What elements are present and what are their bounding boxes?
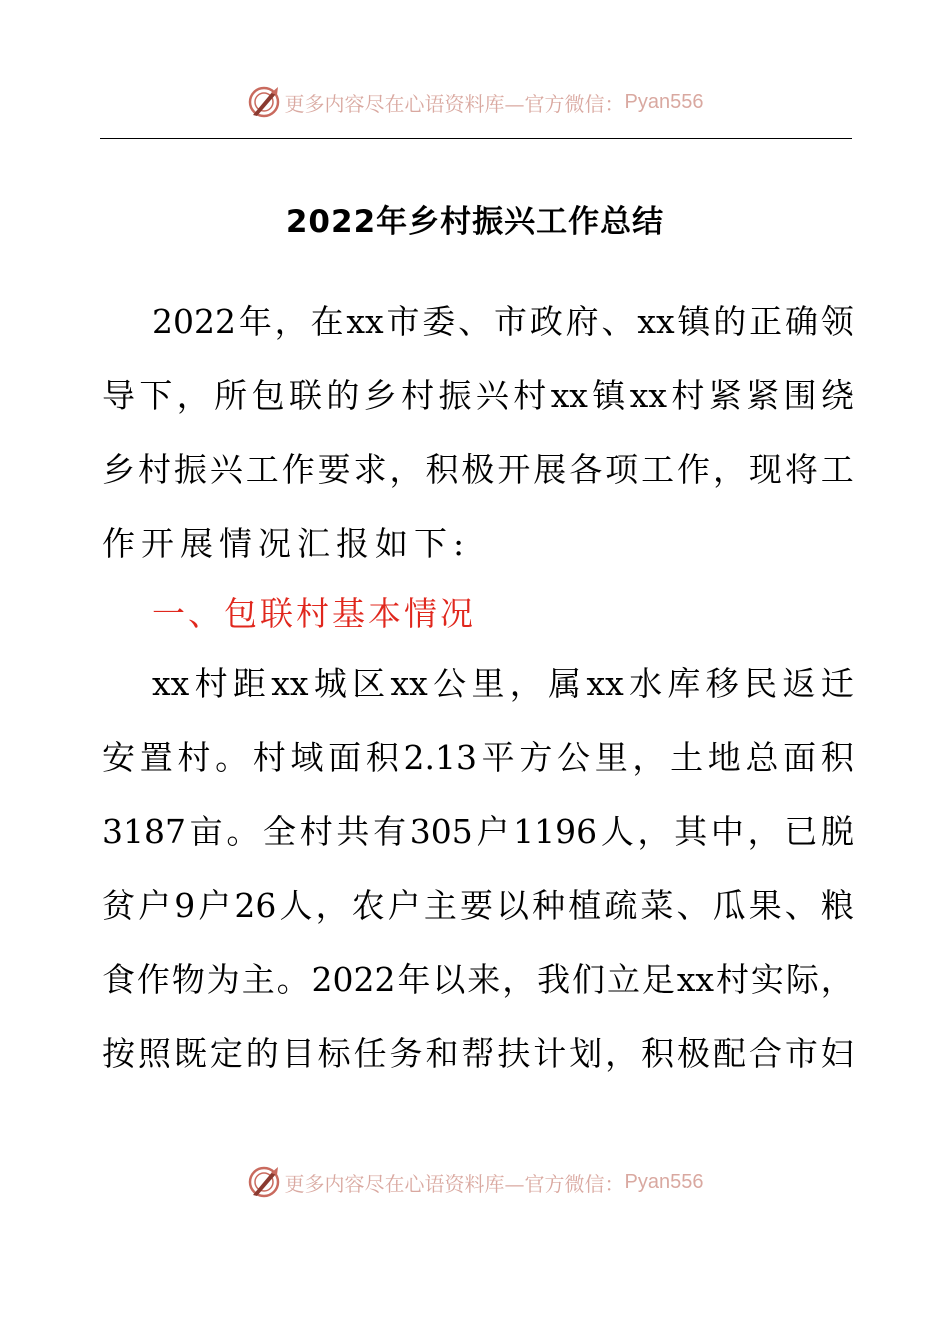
paragraph1-line: 作 开 展 情 况 汇 报 如 下 : bbox=[102, 524, 465, 563]
watermark-text: 更多内容尽在心语资料库—官方微信： bbox=[284, 91, 625, 116]
header-divider bbox=[100, 138, 852, 139]
paragraph1-line: 2022 年 ， 在 xx 市 委 、 市 政 府 、 xx 镇 的 正 确 领 bbox=[152, 302, 854, 341]
document-title: 2022年乡村振兴工作总结 bbox=[285, 204, 665, 240]
footer-watermark bbox=[0, 1162, 950, 1202]
watermark-wechat-id: Pyan556 bbox=[624, 1170, 704, 1193]
paragraph2-line: 食 作 物 为 主 。 2022 年 以 来 ， 我 们 立 足 xx 村 实 际 ， bbox=[102, 960, 854, 999]
watermark-wechat-id: Pyan556 bbox=[624, 90, 704, 113]
watermark-text: 更多内容尽在心语资料库—官方微信： bbox=[284, 1171, 625, 1196]
paragraph2-line: 3187 亩 。 全 村 共 有 305 户 1196 人 ， 其 中 ， 已 脱 bbox=[102, 812, 854, 851]
section-heading: 一、包联村基本情况 bbox=[152, 594, 476, 633]
paragraph2-line: 按 照 既 定 的 目 标 任 务 和 帮 扶 计 划 ， 积 极 配 合 市 妇 bbox=[102, 1034, 854, 1073]
paragraph2-line: 安 置 村 。 村 域 面 积 2.13 平 方 公 里 ， 土 地 总 面 积 bbox=[102, 738, 854, 777]
paragraph1-line: 导 下 ， 所 包 联 的 乡 村 振 兴 村 xx 镇 xx 村 紧 紧 围 绕 bbox=[102, 376, 854, 415]
paragraph1-line: 乡 村 振 兴 工 作 要 求 ， 积 极 开 展 各 项 工 作 ， 现 将 工 bbox=[102, 450, 854, 489]
quill-logo-icon bbox=[247, 85, 281, 119]
quill-logo-icon bbox=[247, 1165, 281, 1199]
header-watermark bbox=[0, 82, 950, 122]
paragraph2-line: xx 村 距 xx 城 区 xx 公 里 ， 属 xx 水 库 移 民 返 迁 bbox=[152, 664, 854, 703]
paragraph2-line: 贫 户 9 户 26 人 ， 农 户 主 要 以 种 植 疏 菜 、 瓜 果 、 粮 bbox=[102, 886, 854, 925]
